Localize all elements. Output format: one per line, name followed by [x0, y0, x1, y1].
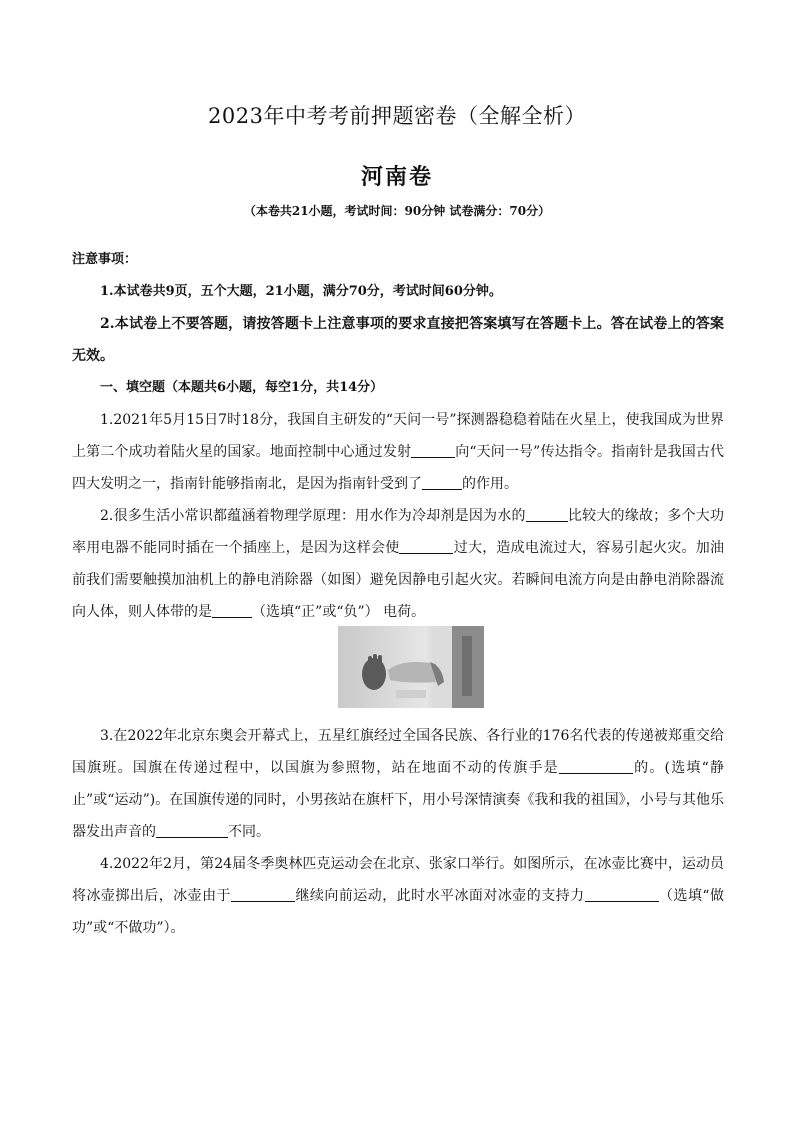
question-2	[72, 500, 724, 628]
q3-text-c: 不同。	[228, 824, 270, 840]
answer-blank	[399, 539, 453, 554]
answer-blank	[585, 887, 659, 902]
q1-text-a: 1.2021年5月15日7时18分，我国自主研发的“天问一号”探测器稳稳着陆在火星上，使我国成为世界上第二个成功着陆火星的国家。地面控制中心通过发射	[72, 412, 724, 460]
exam-body	[72, 244, 724, 944]
answer-blank	[526, 507, 568, 522]
q2-text-a: 2.很多生活小常识都蕴涵着物理学原理：用水作为冷却剂是因为水的	[100, 508, 526, 524]
question-1	[72, 404, 724, 500]
answer-blank	[559, 759, 633, 774]
q2-text-d: （选填“正”或“负”） 电荷。	[252, 604, 426, 620]
answer-blank	[231, 887, 295, 902]
section-heading: 一、填空题（本题共6小题，每空1分，共14分）	[100, 380, 384, 395]
answer-blank	[212, 603, 252, 618]
q4-text-c: （选填“做功”或“不做功”）。	[72, 888, 725, 936]
page-title: 2023年中考考前押题密卷（全解全析）	[208, 104, 586, 128]
q2-text-c: 过大，造成电流过大，容易引起火灾。加油前我们需要触摸加油机上的静电消除器（如图）避免因静电引起火灾。若瞬间电流方向是由静电消除器流向人体，则人体带的是	[72, 540, 725, 620]
answer-blank	[411, 443, 455, 458]
q1-text-b: 向“天问一号”传达指令。指南针是我国古代四大发明之一，指南针能够指南北，是因为指南针受到了	[72, 444, 724, 492]
answer-blank	[422, 475, 462, 490]
q1-text-c: 的作用。	[462, 476, 518, 492]
static-eliminator-photo	[338, 626, 484, 708]
q4-text-a: 4.2022年2月，第24届冬季奥林匹克运动会在北京、张家口举行。如图所示，在冰壶比赛中，运动员将冰壶掷出后，冰壶由于	[72, 856, 724, 904]
q2-text-b: 比较大的缘故；多个大功率用电器不能同时插在一个插座上，是因为这样会使	[72, 508, 725, 556]
notice-item-2: 2.本试卷上不要答题，请按答题卡上注意事项的要求直接把答案填写在答题卡上。答在试卷上的答案无效。	[72, 316, 724, 364]
question-3	[72, 720, 724, 848]
notice-item-1: 1.本试卷共9页，五个大题，21小题，满分70分，考试时间60分钟。	[100, 284, 502, 299]
q4-text-b: 继续向前运动，此时水平冰面对冰壶的支持力	[295, 888, 585, 904]
answer-blank	[156, 823, 228, 838]
exam-meta: （本卷共21小题，考试时间：90分钟 试卷满分：70分）	[243, 204, 551, 218]
question-4	[72, 848, 724, 944]
notice-heading: 注意事项：	[72, 252, 138, 267]
q3-text-b: 的。(选填“静止”或“运动”)。在国旗传递的同时，小男孩站在旗杆下，用小号深情演奏《我和我的祖国》，小号与其他乐器发出声音的	[72, 760, 724, 840]
page-subtitle: 河南卷	[360, 164, 433, 190]
q3-text-a: 3.在2022年北京东奥会开幕式上，五星红旗经过全国各民族、各行业的176名代表的传递被郑重交给国旗班。国旗在传递过程中，以国旗为参照物，站在地面不动的传旗手是	[72, 728, 724, 776]
